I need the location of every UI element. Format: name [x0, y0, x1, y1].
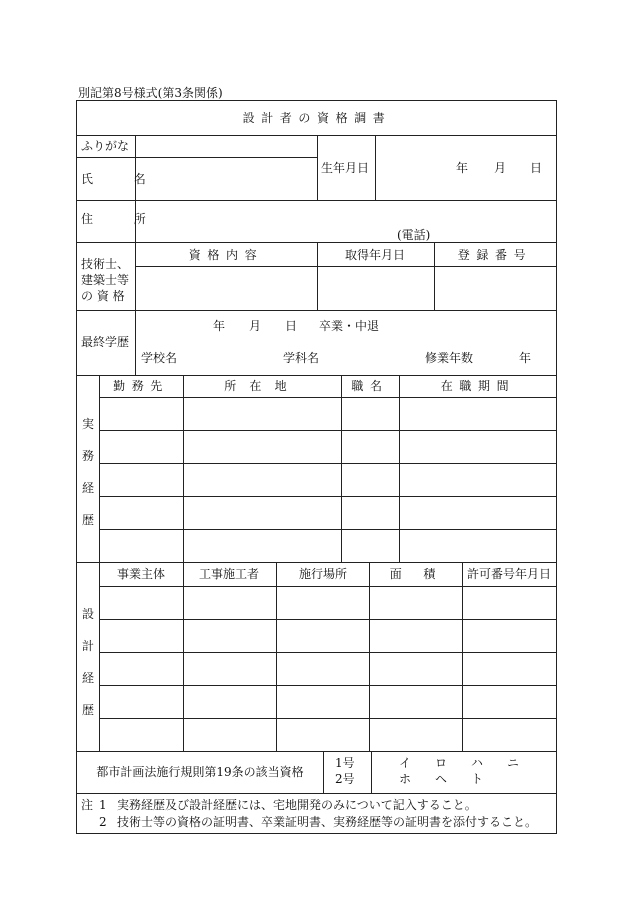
- rule: [99, 529, 556, 530]
- note-2-number: 2: [99, 815, 107, 829]
- rule: [369, 562, 370, 751]
- rule: [317, 242, 318, 310]
- phone-label: (電話): [397, 228, 431, 242]
- rule: [323, 751, 324, 793]
- design-history-char: 計: [81, 639, 94, 653]
- work-header-period: 在職期間: [440, 379, 516, 393]
- work-history-char: 務: [81, 449, 94, 463]
- design-history-char: 歴: [81, 703, 94, 717]
- education-year-unit: 年: [213, 319, 226, 333]
- option-i: イ: [399, 756, 412, 770]
- rule: [99, 430, 556, 431]
- rule: [77, 200, 556, 201]
- rule: [77, 157, 317, 158]
- education-day-unit: 日: [285, 319, 298, 333]
- design-header-contractor: 工事施工者: [198, 567, 260, 581]
- form-title: 設計者の資格調書: [242, 111, 392, 125]
- option-to: ト: [471, 772, 484, 786]
- dob-month-unit: 月: [494, 161, 507, 175]
- qualification-date-header: 取得年月日: [344, 248, 406, 262]
- years-of-study-label: 修業年数: [425, 351, 474, 365]
- rule: [375, 135, 376, 200]
- note-1-number: 1: [99, 798, 107, 812]
- rule: [77, 310, 556, 311]
- rule: [77, 751, 556, 752]
- rule: [276, 562, 277, 751]
- rule: [462, 562, 463, 751]
- qualification-label-line-3: の 資 格: [81, 289, 125, 303]
- qualification-form: [76, 100, 557, 834]
- qualification-label-line-2: 建築士等: [81, 273, 130, 287]
- note-1-text: 実務経歴及び設計経歴には、宅地開発のみについて記入すること。: [117, 798, 477, 812]
- rule: [317, 135, 318, 200]
- rule: [99, 463, 556, 464]
- rule: [99, 652, 556, 653]
- rule: [99, 718, 556, 719]
- design-header-permit: 許可番号年月日: [466, 567, 552, 581]
- education-status: 卒業・中退: [319, 319, 380, 333]
- class-1-label: 1号: [335, 756, 355, 770]
- rule: [77, 793, 556, 794]
- qualification-content-header: 資格内容: [188, 248, 264, 262]
- rule: [183, 562, 184, 751]
- school-name-label: 学校名: [141, 351, 178, 365]
- form-caption: 別記第8号様式(第3条関係): [78, 86, 223, 100]
- rule: [99, 586, 556, 587]
- work-history-char: 実: [81, 417, 94, 431]
- rule: [99, 375, 100, 751]
- design-header-client: 事業主体: [116, 567, 166, 581]
- rule: [99, 619, 556, 620]
- design-header-area: 面 積: [389, 567, 441, 581]
- work-header-position: 職名: [351, 379, 389, 393]
- rule: [77, 562, 556, 563]
- rule: [135, 266, 556, 267]
- class-2-label: 2号: [335, 772, 355, 786]
- rule: [99, 496, 556, 497]
- option-ni: ニ: [507, 756, 520, 770]
- education-label: 最終学歴: [81, 335, 130, 349]
- note-2-text: 技術士等の資格の証明書、卒業証明書、実務経歴等の証明書を添付すること。: [117, 815, 538, 829]
- years-of-study-unit: 年: [519, 351, 532, 365]
- work-header-location: 所在地: [224, 379, 300, 393]
- rule: [399, 375, 400, 562]
- applicable-qualification-label: 都市計画法施行規則第19条の該当資格: [96, 765, 304, 779]
- dob-day-unit: 日: [530, 161, 543, 175]
- rule: [341, 375, 342, 562]
- department-label: 学科名: [283, 351, 320, 365]
- address-label: 住 所: [81, 212, 161, 226]
- notes-label: 注: [81, 798, 94, 812]
- rule: [99, 397, 556, 398]
- dob-year-unit: 年: [456, 161, 469, 175]
- qualification-reg-header: 登録番号: [457, 248, 533, 262]
- rule: [77, 375, 556, 376]
- furigana-label: ふりがな: [81, 139, 130, 153]
- work-history-char: 経: [81, 481, 94, 495]
- rule: [434, 242, 435, 310]
- rule: [99, 685, 556, 686]
- dob-label: 生年月日: [321, 161, 370, 175]
- work-history-char: 歴: [81, 513, 94, 527]
- name-label: 氏 名: [81, 172, 161, 186]
- education-month-unit: 月: [249, 319, 262, 333]
- option-he: ヘ: [435, 772, 448, 786]
- option-ha: ハ: [471, 756, 484, 770]
- option-ro: ロ: [435, 756, 448, 770]
- qualification-label-line-1: 技術士、: [81, 257, 130, 271]
- design-header-site: 施行場所: [298, 567, 348, 581]
- design-history-char: 設: [81, 607, 94, 621]
- rule: [135, 135, 136, 375]
- rule: [183, 375, 184, 562]
- work-header-employer: 勤務先: [113, 379, 169, 393]
- rule: [371, 751, 372, 793]
- option-ho: ホ: [399, 772, 412, 786]
- design-history-char: 経: [81, 671, 94, 685]
